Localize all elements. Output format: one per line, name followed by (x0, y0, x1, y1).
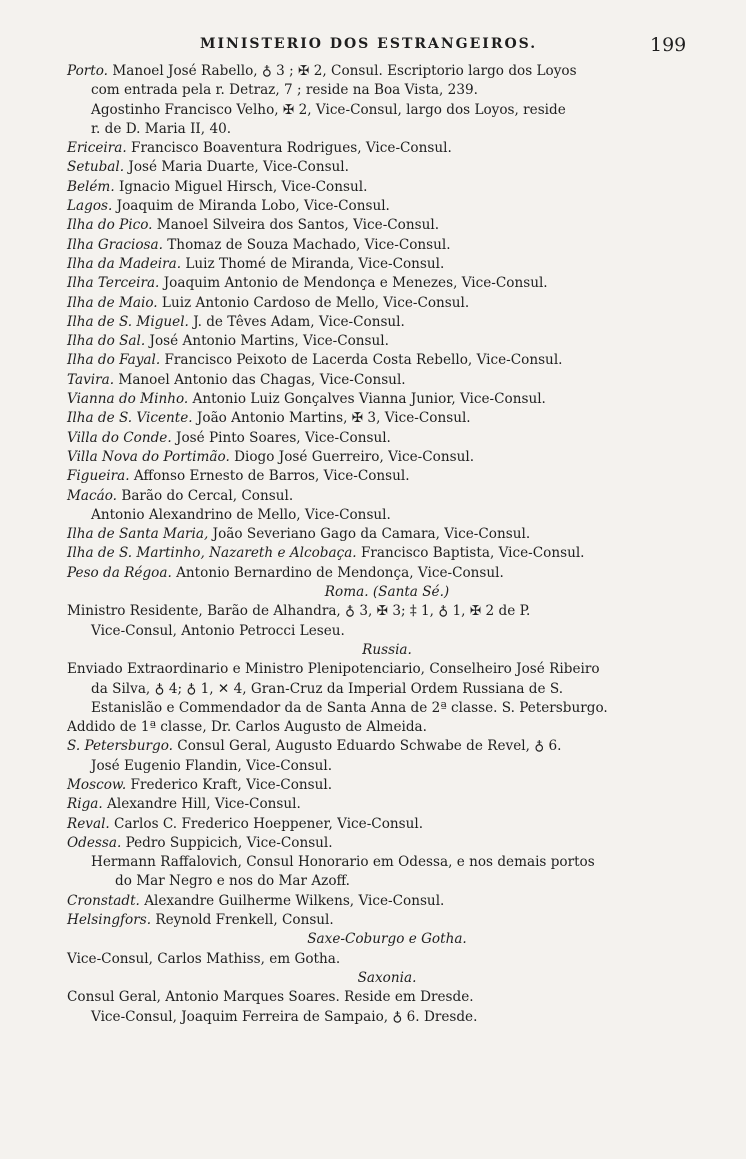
place-name: Ilha de Maio. (67, 294, 158, 311)
russia-consulates-list (67, 737, 707, 930)
saxonia-line: Consul Geral, Antonio Marques Soares. Reside em Dresde. (67, 989, 474, 1006)
entry-text: com entrada pela r. Detraz, 7 ; reside na Boa Vista, 239. (91, 82, 478, 99)
place-name: Ilha do Pico. (67, 217, 153, 234)
entry-text: Francisco Boaventura Rodrigues, Vice-Consul. (126, 140, 452, 157)
portugal-consulates-list (67, 62, 707, 583)
entry-text: Joaquim Antonio de Mendonça e Menezes, Vice-Consul. (159, 275, 548, 292)
roma-line: Vice-Consul, Antonio Petrocci Leseu. (91, 622, 345, 639)
place-name: Moscow. (67, 776, 127, 793)
place-name: Setubal. (67, 159, 125, 176)
consulate-entry (67, 487, 707, 506)
place-name: Ilha Graciosa. (67, 236, 163, 253)
entry-text: Agostinho Francisco Velho, ✠ 2, Vice-Consul, largo dos Loyos, reside (91, 101, 566, 118)
saxonia-line: Vice-Consul, Joaquim Ferreira de Sampaio, ♁ 6. Dresde. (91, 1008, 478, 1025)
entry-text: Consul Geral, Augusto Eduardo Schwabe de Revel, ♁ 6. (172, 738, 562, 755)
place-name: Peso da Régoa. (67, 564, 172, 581)
entry-text: Hermann Raffalovich, Consul Honorario em Odessa, e nos demais portos (91, 854, 595, 871)
consulate-entry (67, 139, 707, 158)
entry-text: Manoel Antonio das Chagas, Vice-Consul. (114, 371, 406, 388)
place-name: Villa do Conde. (67, 429, 172, 446)
header-title: MINISTERIO DOS ESTRANGEIROS. (200, 36, 538, 52)
consulate-entry (67, 564, 707, 583)
entry-text: Joaquim de Miranda Lobo, Vice-Consul. (112, 198, 390, 215)
consulate-entry (67, 525, 707, 544)
section-heading-roma (67, 583, 707, 602)
entry-text: r. de D. Maria II, 40. (91, 120, 232, 137)
consulate-entry (67, 236, 707, 255)
entry-text: Diogo José Guerreiro, Vice-Consul. (229, 448, 475, 465)
consulate-entry (67, 467, 707, 486)
place-name: Riga. (67, 796, 103, 813)
consulate-entry (67, 294, 707, 313)
consulate-entry (67, 834, 707, 853)
place-name: Cronstadt. (67, 892, 140, 909)
place-name: Belém. (67, 178, 115, 195)
entry-text: Reynold Frenkell, Consul. (151, 912, 334, 929)
place-name: Ilha de S. Miguel. (67, 313, 189, 330)
place-name: Macáo. (67, 487, 118, 504)
entry-text: José Pinto Soares, Vice-Consul. (171, 429, 391, 446)
place-name: Reval. (67, 815, 110, 832)
entry-text: José Antonio Martins, Vice-Consul. (145, 333, 389, 350)
russia-line: da Silva, ♁ 4; ♁ 1, ✕ 4, Gran-Cruz da Imperial Ordem Russiana de S. (91, 680, 564, 697)
roma-heading: Roma. (Santa Sé.) (324, 584, 450, 601)
place-name: Helsingfors. (67, 912, 152, 929)
consulate-entry (67, 313, 707, 332)
place-name: Ilha do Sal. (67, 333, 146, 350)
place-name: Odessa. (67, 834, 122, 851)
russia-line: Enviado Extraordinario e Ministro Plenipotenciario, Conselheiro José Ribeiro (67, 661, 600, 678)
consulate-entry (67, 351, 707, 370)
roma-line: Ministro Residente, Barão de Alhandra, ♁ 3, ✠ 3; ‡ 1, ♁ 1, ✠ 2 de P. (67, 603, 531, 620)
entry-text: Francisco Baptista, Vice-Consul. (356, 545, 585, 562)
entry-text: do Mar Negro e nos do Mar Azoff. (115, 873, 351, 890)
place-name: Ilha da Madeira. (67, 255, 182, 272)
russia-line: Estanislão e Commendador da de Santa Anna de 2ª classe. S. Petersburgo. (91, 699, 608, 716)
consulate-entry (67, 62, 707, 81)
running-header (0, 34, 746, 60)
entry-text: José Maria Duarte, Vice-Consul. (124, 159, 349, 176)
consulate-entry (67, 216, 707, 235)
consulate-entry (67, 757, 707, 776)
consulate-entry (67, 409, 707, 428)
consulate-entry (67, 429, 707, 448)
place-name: Ericeira. (67, 140, 127, 157)
entry-text: João Antonio Martins, ✠ 3, Vice-Consul. (192, 410, 471, 427)
entry-text: José Eugenio Flandin, Vice-Consul. (91, 757, 333, 774)
place-name: Lagos. (67, 198, 113, 215)
consulate-entry (67, 853, 707, 872)
place-name: Vianna do Minho. (67, 391, 189, 408)
consulate-entry (67, 197, 707, 216)
russia-line: Addido de 1ª classe, Dr. Carlos Augusto de Almeida. (67, 719, 427, 736)
place-name: Ilha de S. Martinho, Nazareth e Alcobaça. (67, 545, 357, 562)
consulate-entry (67, 506, 707, 525)
entry-text: João Severiano Gago da Camara, Vice-Consul. (208, 526, 531, 543)
section-heading-saxe: Saxe-Coburgo e Gotha. (307, 931, 467, 948)
entry-text: Luiz Antonio Cardoso de Mello, Vice-Consul. (157, 294, 470, 311)
document-body (67, 62, 707, 1027)
entry-text: Antonio Luiz Gonçalves Vianna Junior, Vice-Consul. (188, 391, 546, 408)
entry-text: Frederico Kraft, Vice-Consul. (126, 776, 333, 793)
entry-text: Ignacio Miguel Hirsch, Vice-Consul. (114, 178, 368, 195)
place-name: Villa Nova do Portimão. (67, 448, 230, 465)
consulate-entry (67, 274, 707, 293)
entry-text: Luiz Thomé de Miranda, Vice-Consul. (181, 255, 445, 272)
page-number: 199 (650, 34, 687, 56)
entry-text: Alexandre Hill, Vice-Consul. (102, 796, 301, 813)
saxe-line: Vice-Consul, Carlos Mathiss, em Gotha. (67, 950, 341, 967)
consulate-entry (67, 911, 707, 930)
entry-text: Pedro Suppicich, Vice-Consul. (121, 834, 333, 851)
entry-text: Thomaz de Souza Machado, Vice-Consul. (162, 236, 451, 253)
consulate-entry (67, 390, 707, 409)
consulate-entry (67, 795, 707, 814)
consulate-entry (67, 815, 707, 834)
consulate-entry (67, 332, 707, 351)
place-name: S. Petersburgo. (67, 738, 173, 755)
consulate-entry (67, 872, 707, 891)
consulate-entry (67, 81, 707, 100)
place-name: Tavira. (67, 371, 115, 388)
consulate-entry (67, 892, 707, 911)
place-name: Ilha do Fayal. (67, 352, 161, 369)
consulate-entry (67, 178, 707, 197)
entry-text: J. de Têves Adam, Vice-Consul. (188, 313, 405, 330)
entry-text: Antonio Bernardino de Mendonça, Vice-Consul. (171, 564, 504, 581)
entry-text: Manoel José Rabello, ♁ 3 ; ✠ 2, Consul. Escriptorio largo dos Loyos (108, 63, 577, 79)
consulate-entry (67, 544, 707, 563)
place-name: Ilha de S. Vicente. (67, 410, 193, 427)
consulate-entry (67, 120, 707, 139)
consulate-entry (67, 448, 707, 467)
entry-text: Antonio Alexandrino de Mello, Vice-Consul. (91, 506, 391, 523)
consulate-entry (67, 737, 707, 756)
place-name: Porto. (67, 63, 109, 79)
section-heading-russia: Russia. (362, 641, 412, 658)
entry-text: Manoel Silveira dos Santos, Vice-Consul. (152, 217, 440, 234)
consulate-entry (67, 101, 707, 120)
section-heading-saxonia: Saxonia. (357, 969, 417, 986)
consulate-entry (67, 255, 707, 274)
entry-text: Francisco Peixoto de Lacerda Costa Rebello, Vice-Consul. (160, 352, 563, 369)
place-name: Ilha Terceira. (67, 275, 160, 292)
entry-text: Carlos C. Frederico Hoeppener, Vice-Consul. (109, 815, 424, 832)
place-name: Figueira. (67, 468, 130, 485)
consulate-entry (67, 371, 707, 390)
place-name: Ilha de Santa Maria, (67, 526, 209, 543)
entry-text: Affonso Ernesto de Barros, Vice-Consul. (129, 468, 410, 485)
entry-text: Alexandre Guilherme Wilkens, Vice-Consul. (139, 892, 445, 909)
consulate-entry (67, 158, 707, 177)
consulate-entry (67, 776, 707, 795)
entry-text: Barão do Cercal, Consul. (117, 487, 294, 504)
